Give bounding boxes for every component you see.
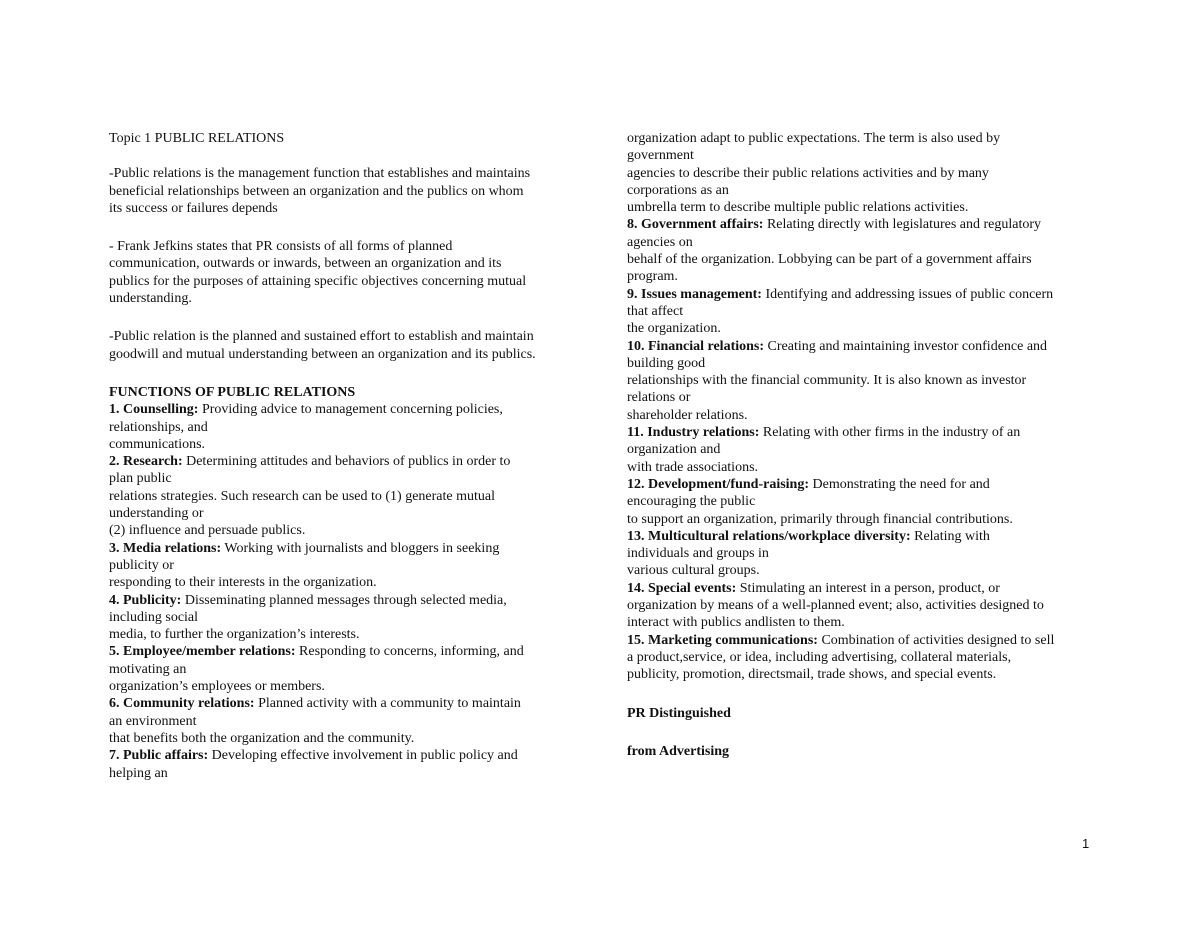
definition-2 <box>109 238 579 307</box>
function-7-public-affairs <box>109 747 579 782</box>
function-label: 7. Public affairs: <box>109 748 209 764</box>
text-line: encouraging the public <box>627 494 756 510</box>
text-line: to support an organization, primarily through financial contributions. <box>627 511 1013 527</box>
text-line: various cultural groups. <box>627 563 760 579</box>
function-text: Stimulating an interest in a person, product, or <box>736 580 1000 596</box>
text-line: corporations as an <box>627 182 729 198</box>
text-line: relations strategies. Such research can be used to (1) generate mutual <box>109 488 496 504</box>
text-line: with trade associations. <box>627 459 759 475</box>
text-line: organization and <box>627 442 721 458</box>
function-7-continued <box>627 130 1095 216</box>
text-line: - Frank Jefkins states that PR consists of all forms of planned <box>109 239 453 255</box>
function-6-community-relations <box>109 695 579 747</box>
function-text: Disseminating planned messages through selected media, <box>181 592 507 608</box>
text-line: media, to further the organization’s interests. <box>109 627 360 643</box>
text-line: -Public relations is the management function that establishes and maintains <box>109 166 531 182</box>
text-line: its success or failures depends <box>109 200 278 216</box>
text-line: beneficial relationships between an organization and the publics on whom <box>109 183 524 199</box>
text-line: umbrella term to describe multiple public relations activities. <box>627 200 969 216</box>
text-line: that affect <box>627 303 684 319</box>
function-text: Identifying and addressing issues of public concern <box>761 286 1054 302</box>
text-line: responding to their interests in the organization. <box>109 575 377 591</box>
function-4-publicity <box>109 592 579 644</box>
text-line: plan public <box>109 471 172 487</box>
topic-title: Topic 1 PUBLIC RELATIONS <box>109 131 285 146</box>
definition-3 <box>109 328 579 363</box>
text-line: that benefits both the organization and the community. <box>109 730 415 746</box>
function-text: Responding to concerns, informing, and <box>295 644 524 660</box>
function-label: 4. Publicity: <box>109 592 182 608</box>
function-label: 11. Industry relations: <box>627 425 760 441</box>
text-line: a product,service, or idea, including advertising, collateral materials, <box>627 649 1012 665</box>
function-text: Relating directly with legislatures and regulatory <box>763 217 1042 233</box>
function-10-financial-relations <box>627 338 1095 424</box>
text-line: publicity, promotion, directsmail, trade shows, and special events. <box>627 667 997 683</box>
function-15-marketing-communications <box>627 632 1095 684</box>
text-line: understanding. <box>109 291 192 307</box>
text-line: interact with publics andlisten to them. <box>627 615 845 631</box>
function-label: 3. Media relations: <box>109 540 222 556</box>
left-column <box>109 130 579 782</box>
text-line: shareholder relations. <box>627 407 748 423</box>
function-14-special-events <box>627 580 1095 632</box>
function-label: 2. Research: <box>109 454 183 470</box>
text-line: program. <box>627 269 678 285</box>
function-text: Planned activity with a community to maintain <box>254 696 521 712</box>
function-text: Developing effective involvement in public policy and <box>208 748 518 764</box>
function-13-multicultural-relations <box>627 528 1095 580</box>
text-line: motivating an <box>109 661 187 677</box>
function-3-media-relations <box>109 540 579 592</box>
function-12-development <box>627 476 1095 528</box>
text-line: behalf of the organization. Lobbying can be part of a government affairs <box>627 252 1032 268</box>
function-text: Providing advice to management concerning policies, <box>198 402 503 418</box>
function-11-industry-relations <box>627 424 1095 476</box>
text-line: government <box>627 148 694 164</box>
text-line: publicity or <box>109 557 174 573</box>
text-line: organization by means of a well-planned event; also, activities designed to <box>627 598 1044 614</box>
function-label: 12. Development/fund-raising: <box>627 476 809 492</box>
text-line: individuals and groups in <box>627 546 769 562</box>
text-line: building good <box>627 355 706 371</box>
text-line: relationships with the financial community. It is also known as investor <box>627 373 1027 389</box>
text-line: including social <box>109 609 199 625</box>
function-text: Relating with other firms in the industry of an <box>759 425 1021 441</box>
pr-distinguished-heading: PR Distinguished <box>627 705 731 721</box>
function-9-issues-management <box>627 286 1095 338</box>
function-text: Demonstrating the need for and <box>809 476 990 492</box>
text-line: communication, outwards or inwards, between an organization and its <box>109 256 502 272</box>
function-label: 15. Marketing communications: <box>627 632 818 648</box>
function-label: 5. Employee/member relations: <box>109 644 296 660</box>
function-label: 6. Community relations: <box>109 696 255 712</box>
function-text: Combination of activities designed to sell <box>817 632 1055 648</box>
text-line: helping an <box>109 765 168 781</box>
text-line: agencies on <box>627 234 693 250</box>
function-text: Relating with <box>910 528 990 544</box>
function-1-counselling <box>109 401 579 453</box>
definition-1 <box>109 165 579 217</box>
text-line: an environment <box>109 713 197 729</box>
right-column <box>627 130 1095 760</box>
text-line: publics for the purposes of attaining specific objectives concerning mutual <box>109 273 527 289</box>
function-label: 1. Counselling: <box>109 402 199 418</box>
text-line: (2) influence and persuade publics. <box>109 523 306 539</box>
text-line: communications. <box>109 436 206 452</box>
function-2-research <box>109 453 579 539</box>
from-advertising-heading: from Advertising <box>627 743 730 759</box>
page-number: 1 <box>1082 836 1090 851</box>
text-line: relationships, and <box>109 419 208 435</box>
text-line: agencies to describe their public relations activities and by many <box>627 165 989 181</box>
function-label: 10. Financial relations: <box>627 338 765 354</box>
function-text: Creating and maintaining investor confidence and <box>764 338 1048 354</box>
function-label: 9. Issues management: <box>627 286 762 302</box>
text-line: organization’s employees or members. <box>109 679 325 695</box>
text-line: organization adapt to public expectations. The term is also used by <box>627 131 1001 146</box>
function-text: Working with journalists and bloggers in seeking <box>221 540 500 556</box>
text-line: the organization. <box>627 321 721 337</box>
function-8-government-affairs <box>627 216 1095 285</box>
function-text: Determining attitudes and behaviors of publics in order to <box>182 454 511 470</box>
text-line: goodwill and mutual understanding between an organization and its publics. <box>109 346 536 362</box>
text-line: relations or <box>627 390 691 406</box>
functions-heading: FUNCTIONS OF PUBLIC RELATIONS <box>109 384 356 400</box>
text-line: understanding or <box>109 506 204 522</box>
function-label: 13. Multicultural relations/workplace diversity: <box>627 528 911 544</box>
text-line: -Public relation is the planned and sustained effort to establish and maintain <box>109 329 534 345</box>
function-label: 14. Special events: <box>627 580 737 596</box>
function-5-employee-relations <box>109 643 579 695</box>
function-label: 8. Government affairs: <box>627 217 764 233</box>
